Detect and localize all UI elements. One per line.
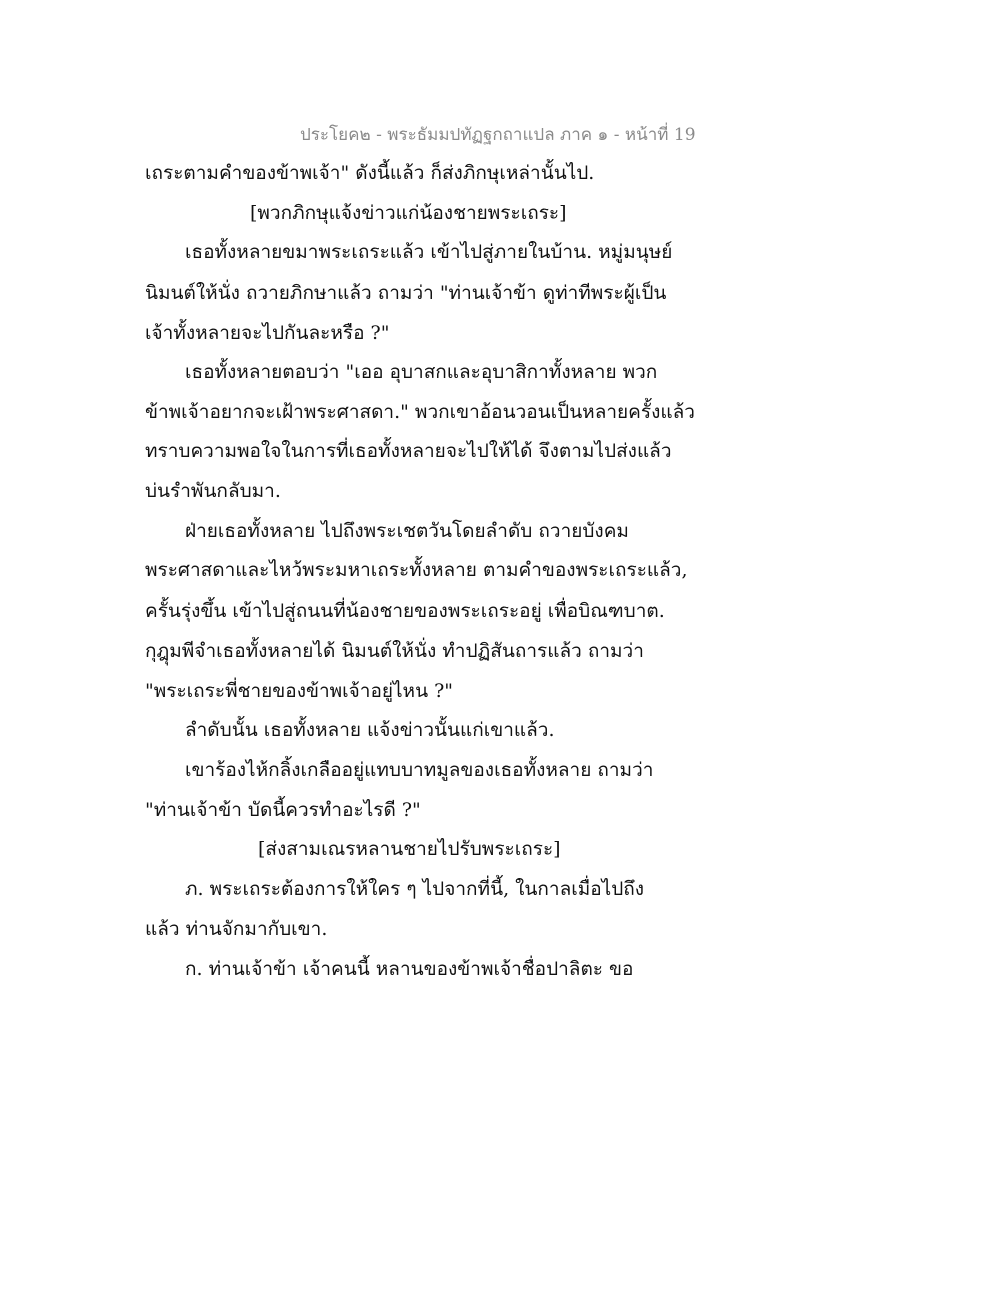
body-line: ก. ท่านเจ้าข้า เจ้าคนนี้ หลานของข้าพเจ้าชื่อปาลิตะ ขอ — [185, 958, 634, 980]
body-line: ฝ่ายเธอทั้งหลาย ไปถึงพระเชตวันโดยลำดับ ถวายบังคม — [185, 520, 629, 542]
body-line: เถระตามคำของข้าพเจ้า" ดังนี้แล้ว ก็ส่งภิกษุเหล่านั้นไป. — [145, 162, 595, 184]
body-line: "พระเถระพี่ชายของข้าพเจ้าอยู่ไหน ?" — [145, 680, 454, 702]
section-heading: [ส่งสามเณรหลานชายไปรับพระเถระ] — [258, 838, 561, 860]
body-line: เขาร้องไห้กลิ้งเกลืออยู่แทบบาทมูลของเธอทั้งหลาย ถามว่า — [185, 759, 654, 781]
body-line: เธอทั้งหลายตอบว่า "เออ อุบาสกและอุบาสิกาทั้งหลาย พวก — [185, 361, 658, 383]
body-line: แล้ว ท่านจักมากับเขา. — [145, 918, 328, 940]
body-line: พระศาสดาและไหว้พระมหาเถระทั้งหลาย ตามคำของพระเถระแล้ว, — [145, 559, 688, 581]
body-line: บ่นรำพันกลับมา. — [145, 480, 281, 502]
body-line: ภ. พระเถระต้องการให้ใคร ๆ ไปจากที่นี้, ในกาลเมื่อไปถึง — [185, 878, 645, 900]
body-line: ทราบความพอใจในการที่เธอทั้งหลายจะไปให้ได้ จึงตามไปส่งแล้ว — [145, 440, 672, 462]
running-header: ประโยค๒ - พระธัมมปทัฏฐกถาแปล ภาค ๑ - หน้าที่ 19 — [300, 125, 696, 145]
body-line: เจ้าทั้งหลายจะไปกันละหรือ ?" — [145, 322, 390, 344]
body-line: กุฎุมพีจำเธอทั้งหลายได้ นิมนต์ให้นั่ง ทำปฏิสันถารแล้ว ถามว่า — [145, 640, 644, 662]
body-line: นิมนต์ให้นั่ง ถวายภิกษาแล้ว ถามว่า "ท่านเจ้าข้า ดูท่าทีพระผู้เป็น — [145, 282, 667, 304]
body-line: "ท่านเจ้าข้า บัดนี้ควรทำอะไรดี ?" — [145, 799, 421, 821]
section-heading: [พวกภิกษุแจ้งข่าวแก่น้องชายพระเถระ] — [250, 202, 567, 224]
body-line: ครั้นรุ่งขึ้น เข้าไปสู่ถนนที่น้องชายของพระเถระอยู่ เพื่อบิณฑบาต. — [145, 600, 665, 622]
body-line: ข้าพเจ้าอยากจะเฝ้าพระศาสดา." พวกเขาอ้อนวอนเป็นหลายครั้งแล้ว — [145, 401, 695, 423]
body-line: ลำดับนั้น เธอทั้งหลาย แจ้งข่าวนั้นแก่เขาแล้ว. — [185, 719, 555, 741]
body-line: เธอทั้งหลายขมาพระเถระแล้ว เข้าไปสู่ภายในบ้าน. หมู่มนุษย์ — [185, 241, 673, 263]
